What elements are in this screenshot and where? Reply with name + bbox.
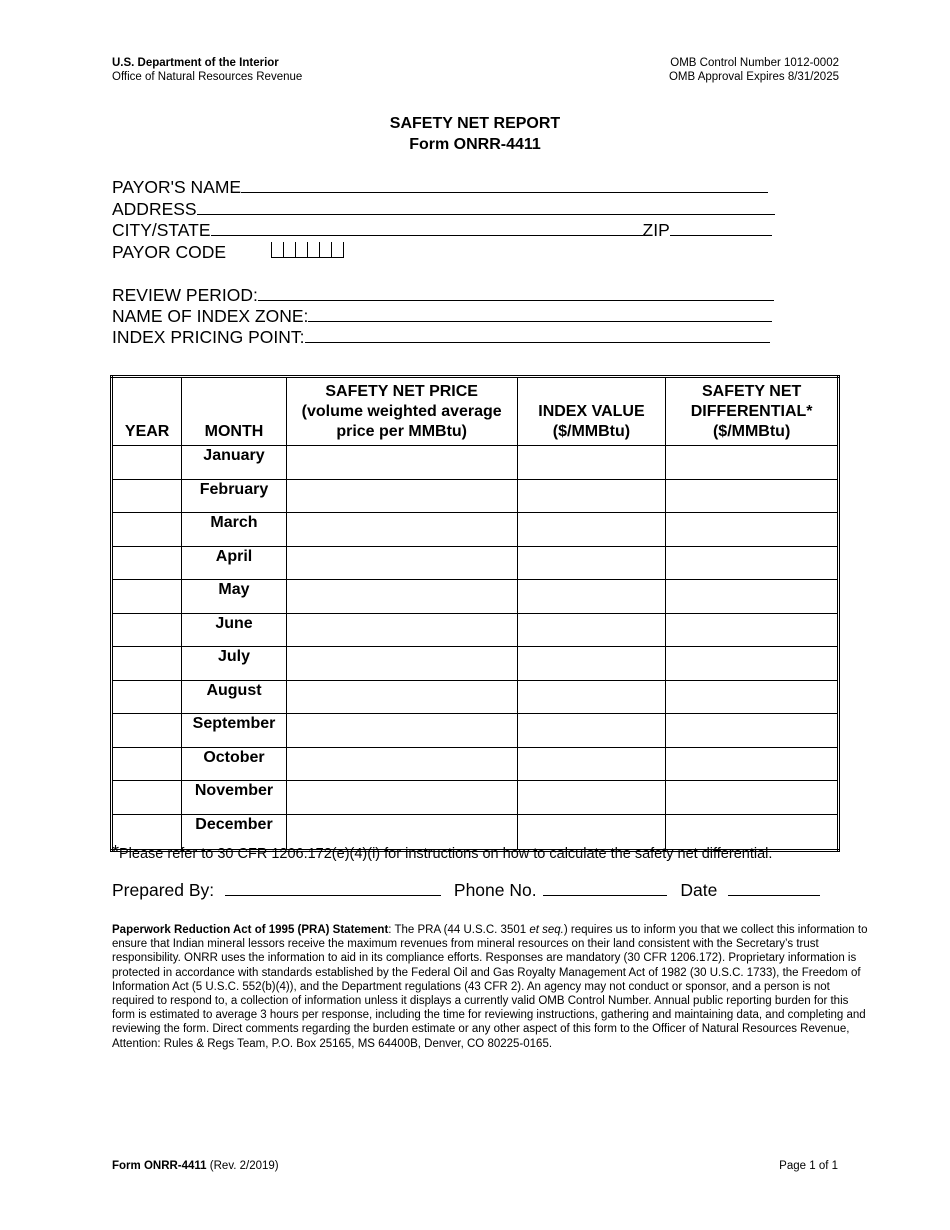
table-row — [112, 546, 839, 580]
address-label: ADDRESS — [112, 199, 197, 219]
review-period-field[interactable] — [112, 285, 774, 306]
index-header-line: ($/MMBtu) — [552, 423, 631, 440]
diff-header-line: ($/MMBtu) — [712, 423, 791, 440]
diff-header-line: SAFETY NET — [701, 383, 802, 400]
price-header-line: SAFETY NET PRICE — [325, 383, 478, 400]
month-cell: August — [182, 680, 286, 714]
phone-input[interactable] — [543, 880, 667, 896]
table-row — [112, 781, 839, 815]
year-cell[interactable] — [112, 479, 182, 513]
phone-label: Phone No. — [453, 880, 537, 900]
differential-cell[interactable] — [666, 479, 839, 513]
index-pricing-point-label: INDEX PRICING POINT: — [112, 327, 305, 347]
payor-code-boxes[interactable] — [271, 242, 344, 263]
month-cell: February — [182, 479, 286, 513]
review-period-input[interactable] — [258, 285, 774, 301]
month-cell: May — [182, 580, 286, 614]
index-cell[interactable] — [517, 580, 666, 614]
price-header-line: (volume weighted average — [301, 403, 502, 420]
index-header-line: INDEX VALUE — [538, 403, 645, 420]
month-cell: December — [182, 814, 286, 850]
footnote-star: * — [112, 842, 120, 862]
col-month-header: MONTH — [182, 377, 286, 446]
office-name: Office of Natural Resources Revenue — [112, 71, 303, 83]
differential-cell[interactable] — [666, 580, 839, 614]
year-cell[interactable] — [112, 446, 182, 480]
month-rows — [112, 446, 839, 851]
safety-net-table — [110, 375, 840, 852]
index-zone-input[interactable] — [308, 306, 772, 322]
index-cell[interactable] — [517, 714, 666, 748]
table-row — [112, 747, 839, 781]
year-cell[interactable] — [112, 680, 182, 714]
differential-cell[interactable] — [666, 647, 839, 681]
month-cell: October — [182, 747, 286, 781]
page-title — [0, 113, 950, 155]
table-row — [112, 513, 839, 547]
review-period-label: REVIEW PERIOD: — [112, 285, 258, 305]
price-cell[interactable] — [286, 479, 517, 513]
price-cell[interactable] — [286, 446, 517, 480]
footnote-text: Please refer to 30 CFR 1206.172(e)(4)(i) for instructions on how to calculate the safety net differential. — [119, 846, 773, 862]
omb-control-number: OMB Control Number 1012-0002 — [670, 57, 839, 69]
index-zone-field[interactable] — [112, 306, 772, 327]
differential-cell[interactable] — [666, 680, 839, 714]
city-state-zip-field[interactable] — [112, 220, 772, 241]
differential-cell[interactable] — [666, 613, 839, 647]
month-cell: November — [182, 781, 286, 815]
address-field[interactable] — [112, 199, 775, 220]
index-cell[interactable] — [517, 546, 666, 580]
month-cell: July — [182, 647, 286, 681]
table-row — [112, 479, 839, 513]
differential-footnote — [112, 843, 772, 863]
year-cell[interactable] — [112, 580, 182, 614]
omb-block — [669, 56, 839, 84]
payor-name-label: PAYOR'S NAME — [112, 177, 242, 197]
payor-code-label: PAYOR CODE — [112, 242, 227, 262]
pra-heading: Paperwork Reduction Act of 1995 (PRA) Statement — [112, 924, 389, 936]
col-safety-net-price-header — [286, 377, 517, 446]
date-label: Date — [680, 880, 718, 900]
agency-block — [112, 56, 302, 84]
form-number: Form ONRR-4411 — [409, 136, 541, 153]
year-cell[interactable] — [112, 647, 182, 681]
date-input[interactable] — [728, 880, 820, 896]
price-header-line: price per MMBtu) — [336, 423, 467, 440]
month-cell: June — [182, 613, 286, 647]
footer-revision: (Rev. 2/2019) — [206, 1160, 279, 1172]
pra-et-seq: et seq. — [529, 924, 564, 936]
price-cell[interactable] — [286, 546, 517, 580]
report-title: SAFETY NET REPORT — [389, 115, 561, 132]
differential-cell[interactable] — [666, 513, 839, 547]
price-cell[interactable] — [286, 513, 517, 547]
prepared-by-label: Prepared By: — [112, 880, 215, 900]
payor-code-box[interactable] — [307, 242, 319, 258]
year-cell[interactable] — [112, 714, 182, 748]
index-cell[interactable] — [517, 680, 666, 714]
month-cell: March — [182, 513, 286, 547]
department-name: U.S. Department of the Interior — [112, 57, 279, 69]
col-year-header: YEAR — [112, 377, 182, 446]
differential-cell[interactable] — [666, 546, 839, 580]
table-header-row — [112, 377, 839, 446]
index-cell[interactable] — [517, 781, 666, 815]
omb-approval-expires: OMB Approval Expires 8/31/2025 — [668, 71, 839, 83]
price-cell[interactable] — [286, 580, 517, 614]
year-cell[interactable] — [112, 781, 182, 815]
index-cell[interactable] — [517, 513, 666, 547]
city-state-input[interactable] — [211, 220, 643, 236]
index-cell[interactable] — [517, 613, 666, 647]
index-cell[interactable] — [517, 647, 666, 681]
year-cell[interactable] — [112, 513, 182, 547]
month-cell: April — [182, 546, 286, 580]
payor-name-field[interactable] — [112, 177, 768, 198]
table-row — [112, 647, 839, 681]
pra-text-a: : The PRA (44 U.S.C. 3501 — [388, 924, 530, 936]
payor-code-field[interactable] — [112, 242, 344, 263]
city-state-label: CITY/STATE — [112, 220, 211, 240]
differential-cell[interactable] — [666, 446, 839, 480]
table-row — [112, 714, 839, 748]
table-row — [112, 446, 839, 480]
month-cell: January — [182, 446, 286, 480]
price-cell[interactable] — [286, 747, 517, 781]
price-cell[interactable] — [286, 714, 517, 748]
year-cell[interactable] — [112, 546, 182, 580]
address-input[interactable] — [197, 199, 775, 215]
payor-code-box[interactable] — [283, 242, 295, 258]
year-cell[interactable] — [112, 747, 182, 781]
zip-input[interactable] — [670, 220, 772, 236]
col-differential-header — [666, 377, 839, 446]
differential-cell[interactable] — [666, 714, 839, 748]
differential-cell[interactable] — [666, 781, 839, 815]
index-cell[interactable] — [517, 446, 666, 480]
price-cell[interactable] — [286, 680, 517, 714]
prepared-by-row — [112, 879, 820, 901]
differential-cell[interactable] — [666, 747, 839, 781]
index-cell[interactable] — [517, 479, 666, 513]
payor-code-box[interactable] — [319, 242, 331, 258]
pra-text-b: ) requires us to inform you that we collect this information to ensure that Indian mineral lessors receive the maximum revenues from mineral resources on their land consistent with the Secretary’s trust responsibility. ONRR uses the information to aid in its compliance efforts. Responses are mandatory (30 CFR 1206.172). Proprietary information is protected in accordance with standards established by the Federal Oil and Gas Royalty Management Act of 1982 (30 U.S.C. 1733), the Freedom of Information Act (5 U.S.C. 552(b)(4)), and the Department regulations (43 CFR 2). An agency may not conduct or sponsor, and a person is not required to respond to, a collection of information unless it displays a currently valid OMB Control Number. Annual public reporting burden for this form is estimated to average 3 hours per response, including the time for reviewing instructions, gathering and maintaining data, and completing and reviewing the form. Direct comments regarding the burden estimate or any other aspect of this form to the Officer of Natural Resources Revenue, Attention: Rules & Regs Team, P.O. Box 25165, MS 64400B, Denver, CO 80225-0165. — [112, 924, 868, 1050]
month-cell: September — [182, 714, 286, 748]
index-zone-label: NAME OF INDEX ZONE: — [112, 306, 309, 326]
index-pricing-point-field[interactable] — [112, 327, 770, 348]
footer-form-number: Form ONRR-4411 — [112, 1160, 207, 1172]
year-cell[interactable] — [112, 613, 182, 647]
page-number: Page 1 of 1 — [779, 1160, 838, 1172]
diff-header-line: DIFFERENTIAL* — [690, 403, 813, 420]
table-row — [112, 580, 839, 614]
payor-name-input[interactable] — [241, 177, 768, 193]
price-cell[interactable] — [286, 781, 517, 815]
table-row — [112, 613, 839, 647]
table-row — [112, 680, 839, 714]
payor-code-box[interactable] — [331, 242, 344, 258]
zip-label: ZIP — [642, 220, 670, 240]
index-pricing-point-input[interactable] — [305, 327, 770, 343]
price-cell[interactable] — [286, 647, 517, 681]
prepared-by-input[interactable] — [225, 880, 441, 896]
index-cell[interactable] — [517, 747, 666, 781]
price-cell[interactable] — [286, 613, 517, 647]
form-footer — [112, 1159, 279, 1173]
payor-code-box[interactable] — [271, 242, 283, 258]
col-index-value-header — [517, 377, 666, 446]
payor-code-box[interactable] — [295, 242, 307, 258]
pra-statement — [112, 923, 872, 1051]
